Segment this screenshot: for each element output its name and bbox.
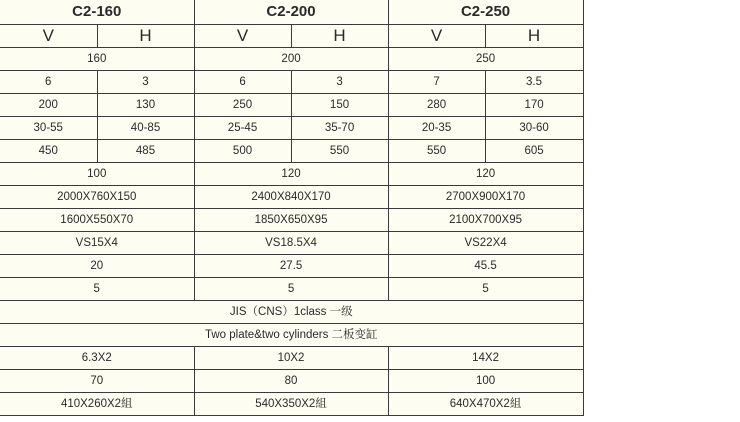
spec-cell: 35-70 [291,117,388,140]
spec-cell: 3.5 [485,71,583,94]
spec-cell: 14X2 [388,347,583,370]
spec-cell: 450 [0,140,97,163]
spec-cell: 550 [388,140,485,163]
spec-cell: 200 [0,94,97,117]
spec-cell: 80 [194,370,388,393]
spec-row [0,117,583,140]
spec-cell: VS22X4 [388,232,583,255]
spec-cell: 20-35 [388,117,485,140]
spec-cell: 27.5 [194,255,388,278]
spec-cell: 25-45 [194,117,291,140]
spec-row [0,301,583,324]
spec-cell: 605 [485,140,583,163]
spec-cell: JIS（CNS）1class 一级 [0,301,583,324]
spec-cell: 5 [194,278,388,301]
spec-cell: 2100X700X95 [388,209,583,232]
spec-row [0,94,583,117]
spec-cell: Two plate&two cylinders 二板变缸 [0,324,583,347]
spec-cell: 500 [194,140,291,163]
spec-row [0,71,583,94]
spec-cell: 160 [0,48,194,71]
spec-cell: 280 [388,94,485,117]
spec-cell: 550 [291,140,388,163]
spec-cell: 250 [194,94,291,117]
spec-cell: 20 [0,255,194,278]
orientation-v: V [194,25,291,48]
spec-row [0,48,583,71]
spec-cell: 6.3X2 [0,347,194,370]
model-c2-160: C2-160 [0,0,194,25]
spec-row [0,163,583,186]
spec-row [0,140,583,163]
spec-cell: VS15X4 [0,232,194,255]
spec-cell: 540X350X2組 [194,393,388,416]
orientation-v: V [0,25,97,48]
spec-row [0,278,583,301]
spec-cell: 40-85 [97,117,194,140]
orientation-h: H [97,25,194,48]
spec-row [0,324,583,347]
orientation-row [0,25,583,48]
spec-cell: 5 [388,278,583,301]
spec-cell: 6 [0,71,97,94]
spec-row [0,393,583,416]
spec-cell: 2400X840X170 [194,186,388,209]
spec-cell: 120 [194,163,388,186]
spec-row [0,370,583,393]
spec-cell: 250 [388,48,583,71]
model-c2-200: C2-200 [194,0,388,25]
spec-cell: 30-60 [485,117,583,140]
model-header-row [0,0,583,25]
spec-cell: 30-55 [0,117,97,140]
spec-cell: 170 [485,94,583,117]
spec-cell: 100 [388,370,583,393]
spec-cell: 70 [0,370,194,393]
spec-cell: 3 [291,71,388,94]
orientation-h: H [291,25,388,48]
spec-cell: 1850X650X95 [194,209,388,232]
spec-cell: 7 [388,71,485,94]
spec-row [0,209,583,232]
spec-row [0,186,583,209]
spec-cell: 410X260X2組 [0,393,194,416]
spec-cell: 2700X900X170 [388,186,583,209]
spec-cell: 640X470X2組 [388,393,583,416]
spec-row [0,347,583,370]
spec-row [0,255,583,278]
spec-cell: 45.5 [388,255,583,278]
spec-row [0,232,583,255]
spec-cell: 1600X550X70 [0,209,194,232]
spec-cell: VS18.5X4 [194,232,388,255]
spec-cell: 5 [0,278,194,301]
spec-cell: 6 [194,71,291,94]
spec-cell: 200 [194,48,388,71]
spec-cell: 150 [291,94,388,117]
orientation-h: H [485,25,583,48]
model-c2-250: C2-250 [388,0,583,25]
orientation-v: V [388,25,485,48]
spec-cell: 130 [97,94,194,117]
spec-cell: 485 [97,140,194,163]
spec-cell: 100 [0,163,194,186]
spec-cell: 3 [97,71,194,94]
spec-cell: 10X2 [194,347,388,370]
spec-cell: 120 [388,163,583,186]
spec-cell: 2000X760X150 [0,186,194,209]
